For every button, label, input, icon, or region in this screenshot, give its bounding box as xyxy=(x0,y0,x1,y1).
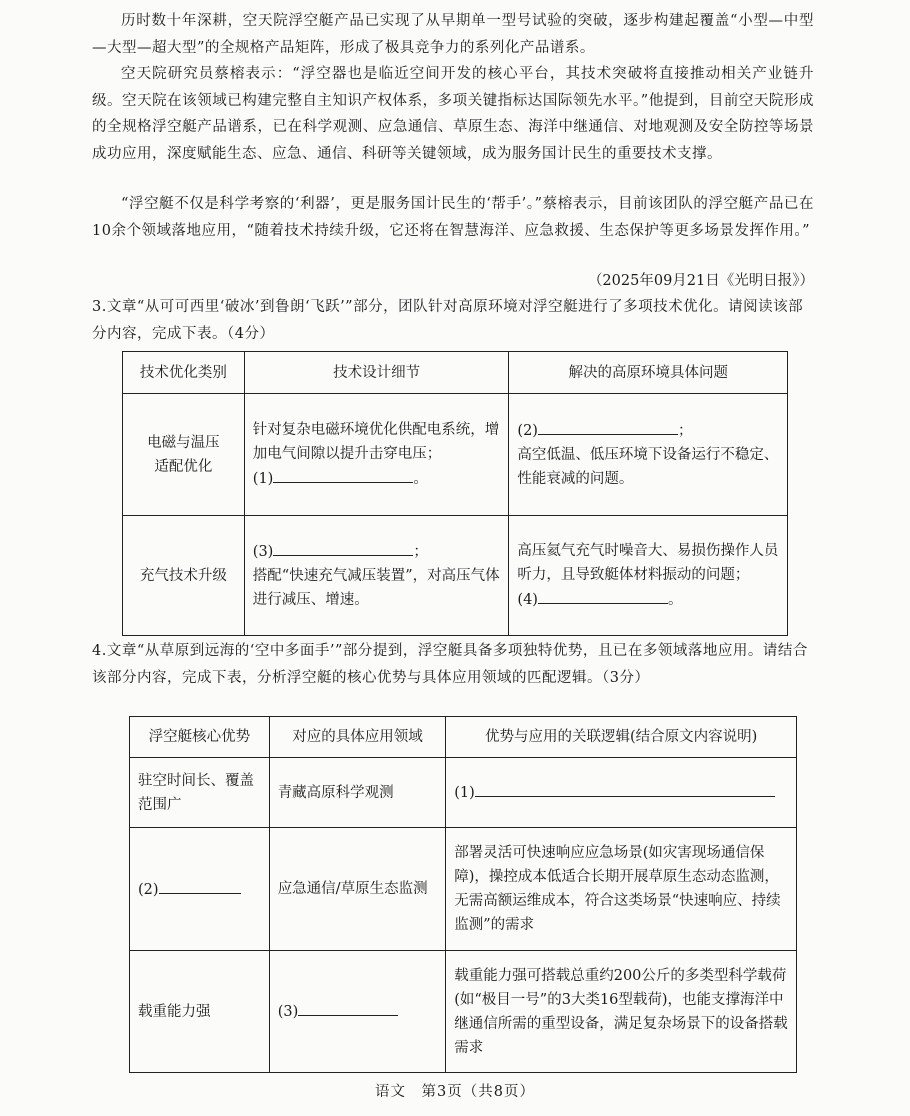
problem-cell xyxy=(509,516,788,636)
table-row xyxy=(130,951,797,1073)
table-header-cell: 对应的具体应用领域 xyxy=(269,717,446,758)
detail-text: 针对复杂电磁环境优化供配电系统，增加电气间隙以提升击穿电压； xyxy=(252,422,500,462)
category-cell: 充气技术升级 xyxy=(123,516,245,636)
table-header-cell: 浮空艇核心优势 xyxy=(130,717,270,758)
passage-paragraph-3: “浮空艇不仅是科学考察的‘利器’，更是服务国计民生的‘帮手’。”蔡榕表示，目前该团队的浮空艇产品已在10余个领域落地应用，“随着技术持续升级，它还将在智慧海洋、应急救援、生态保护等更多场景发挥作用。” xyxy=(92,196,814,239)
answer-blank-4[interactable] xyxy=(538,587,668,604)
answer-label-4: (4) xyxy=(517,592,538,608)
passage-source: （2025年09月21日《光明日报》） xyxy=(587,273,814,289)
table-row xyxy=(123,516,788,636)
table-header-cell: 技术设计细节 xyxy=(244,352,509,394)
table-header-cell: 解决的高原环境具体问题 xyxy=(509,352,788,394)
punctuation: ； xyxy=(413,544,428,560)
table-header-row xyxy=(123,352,788,394)
table-header-cell: 技术优化类别 xyxy=(123,352,245,394)
category-cell: 电磁与温压适配优化 xyxy=(123,394,245,516)
logic-cell: 载重能力强可搭载总重约200公斤的多类型科学载荷(如“极目一号”的3大类16型载荷)，也能支撑海洋中继通信所需的重型设备，满足复杂场景下的设备搭载需求 xyxy=(446,951,797,1073)
question-4-prompt: 4.文章“从草原到远海的‘空中多面手’”部分提到，浮空艇具备多项独特优势，且已在多领域落地应用。请结合该部分内容，完成下表，分析浮空艇的核心优势与具体应用领域的匹配逻辑。（3分） xyxy=(92,643,808,686)
advantage-cell xyxy=(130,828,270,951)
logic-cell xyxy=(446,758,797,828)
answer-blank-3[interactable] xyxy=(273,539,413,556)
detail-text: 搭配“快速充气减压装置”，对高压气体进行减压、增速。 xyxy=(252,568,500,608)
advantage-cell: 载重能力强 xyxy=(130,951,270,1073)
logic-cell: 部署灵活可快速响应应急场景(如灾害现场通信保障)，操控成本低适合长期开展草原生态动态监测，无需高额运维成本，符合这类场景“快速响应、持续监测”的需求 xyxy=(446,828,797,951)
table-row xyxy=(123,394,788,516)
punctuation: 。 xyxy=(413,471,428,487)
answer-label-2: (2) xyxy=(138,881,159,898)
answer-label-1: (1) xyxy=(454,785,475,801)
page-footer: 语文 第3页（共8页） xyxy=(375,1084,535,1100)
table-row xyxy=(130,758,797,828)
field-cell: 应急通信/草原生态监测 xyxy=(269,828,446,951)
question-3-prompt: 3.文章“从可可西里‘破冰’到鲁朗‘飞跃’”部分，团队针对高原环境对浮空艇进行了多项技术优化。请阅读该部分内容，完成下表。（4分） xyxy=(92,299,804,342)
detail-cell xyxy=(244,394,509,516)
answer-label-1: (1) xyxy=(252,471,274,487)
field-cell xyxy=(269,951,446,1073)
field-cell: 青藏高原科学观测 xyxy=(269,758,446,828)
answer-label-3: (3) xyxy=(277,1004,299,1020)
passage-paragraph-1: 历时数十年深耕，空天院浮空艇产品已实现了从早期单一型号试验的突破，逐步构建起覆盖“小型—中型—大型—超大型”的全规格产品矩阵，形成了极具竞争力的系列化产品谱系。 xyxy=(92,13,814,56)
answer-blank-1[interactable] xyxy=(273,466,413,483)
answer-blank-2[interactable] xyxy=(159,877,241,894)
table-header-cell: 优势与应用的关联逻辑(结合原文内容说明) xyxy=(446,717,797,758)
table-row xyxy=(130,828,797,951)
answer-blank-1[interactable] xyxy=(475,780,775,797)
advantage-cell: 驻空时间长、覆盖范围广 xyxy=(130,758,270,828)
detail-cell xyxy=(244,516,509,636)
answer-label-2: (2) xyxy=(517,423,538,439)
punctuation: 。 xyxy=(667,592,683,608)
table-header-row xyxy=(130,717,797,758)
answer-blank-2[interactable] xyxy=(538,418,678,435)
passage-paragraph-2: 空天院研究员蔡榕表示：“浮空器也是临近空间开发的核心平台，其技术突破将直接推动相关产业链升级。空天院在该领域已构建完整自主知识产权体系，多项关键指标达国际领先水平。”他提到，目前空天院形成的全规格浮空艇产品谱系，已在科学观测、应急通信、草原生态、海洋中继通信、对地观测及安全防控等场景成功应用，深度赋能生态、应急、通信、科研等关键领域，成为服务国计民生的重要技术支撑。 xyxy=(92,66,814,162)
question-3-table xyxy=(122,351,788,636)
question-4-table xyxy=(129,716,797,1073)
punctuation: ； xyxy=(677,423,693,439)
problem-text: 高空低温、低压环境下设备运行不稳定、性能衰减的问题。 xyxy=(517,447,779,487)
problem-text: 高压氦气充气时噪音大、易损伤操作人员听力，且导致艇体材料振动的问题； xyxy=(517,543,779,583)
answer-blank-3[interactable] xyxy=(298,999,398,1016)
problem-cell xyxy=(509,394,788,516)
answer-label-3: (3) xyxy=(252,544,274,560)
